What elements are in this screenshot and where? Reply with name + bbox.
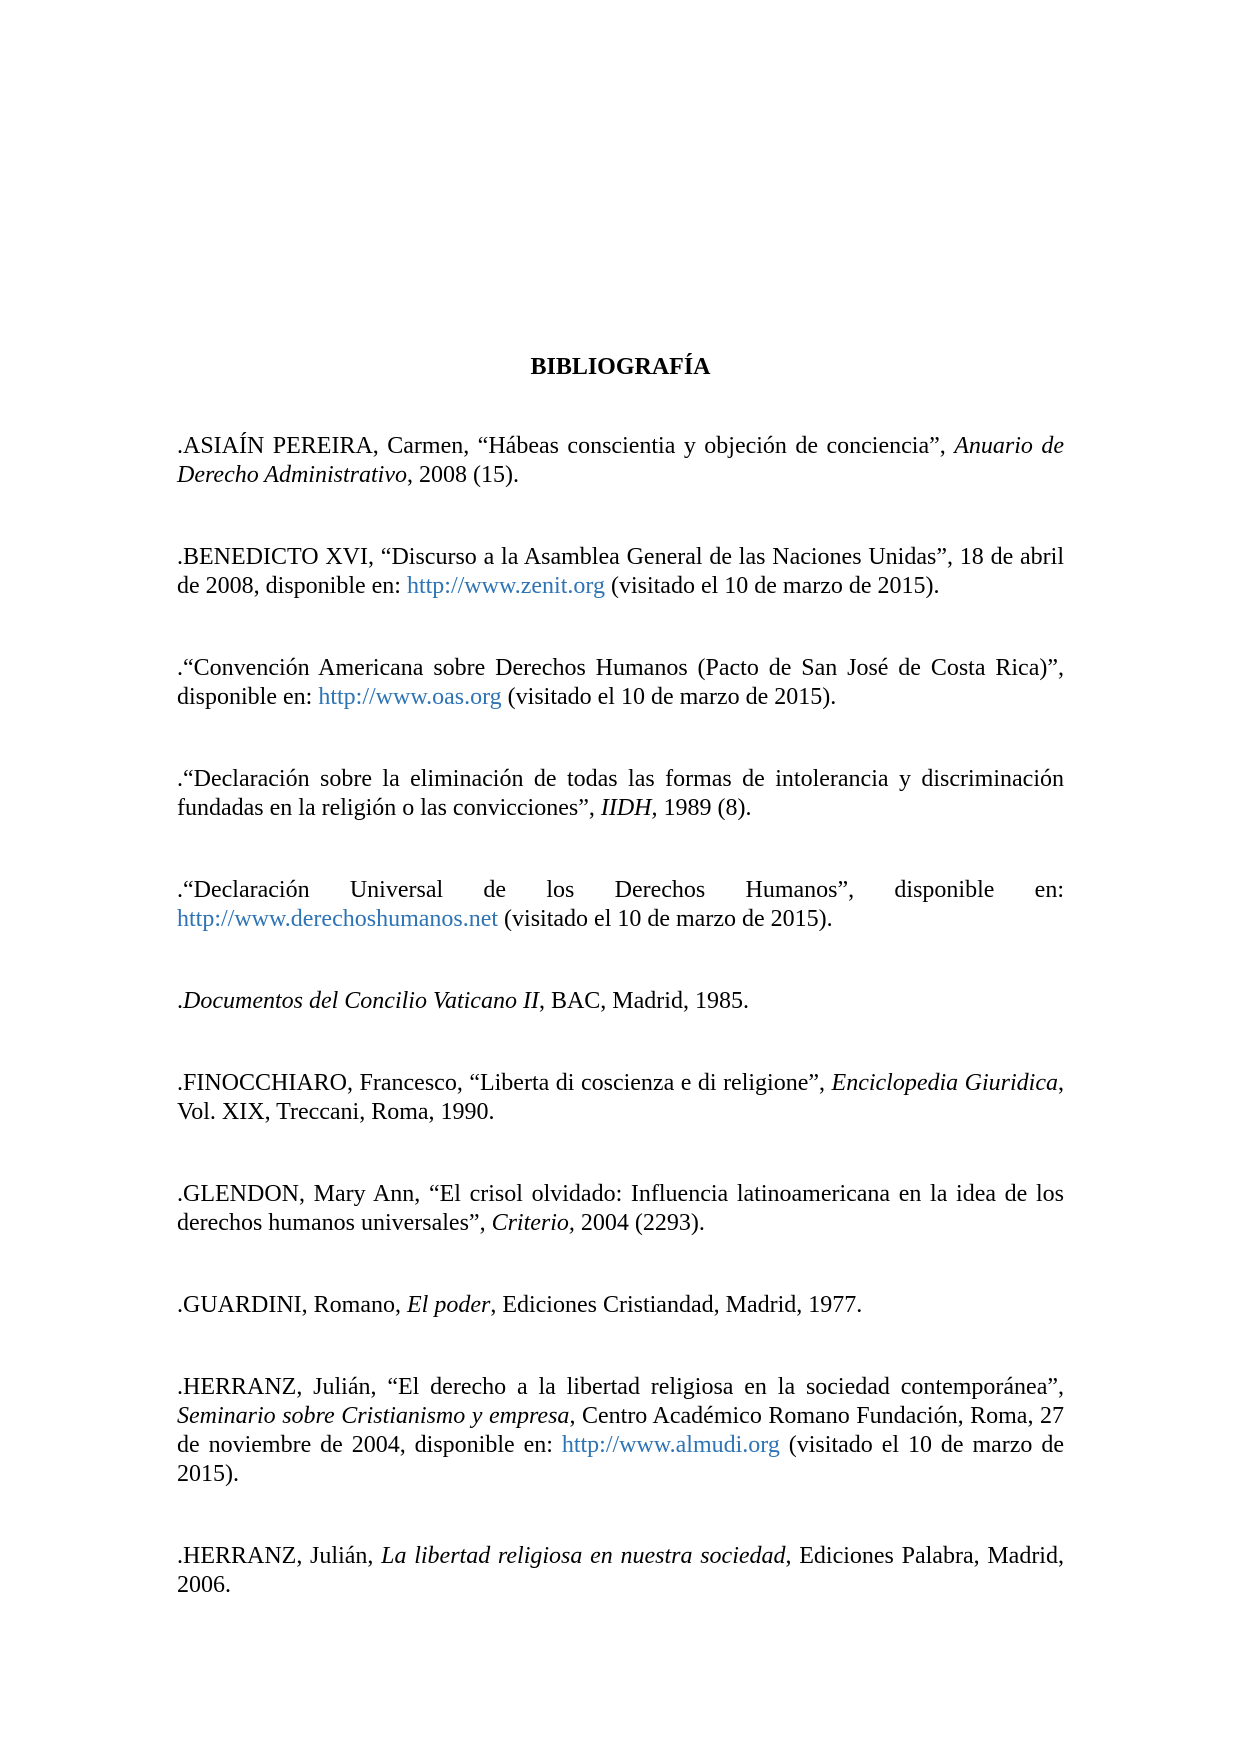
entry-text: (visitado el 10 de marzo de 2015). — [501, 684, 837, 710]
bibliography-entry-11 — [177, 1542, 1064, 1600]
entry-text: (visitado el 10 de marzo de 2015). — [498, 906, 833, 932]
bibliography-entry-10 — [177, 1373, 1064, 1489]
bibliography-entry-6 — [177, 987, 1064, 1016]
entry-italic-text: Anuario de Derecho Administrativo — [177, 433, 1064, 488]
entry-text: (visitado el 10 de marzo de 2015). — [177, 1432, 1064, 1487]
bibliography-entry-3 — [177, 654, 1064, 712]
bibliography-entry-9 — [177, 1291, 1064, 1320]
entry-italic-text: El poder — [406, 1292, 491, 1318]
entry-text: .BENEDICTO XVI, “Discurso a la Asamblea General de las Naciones Unidas”, 18 de abril de 2008, disponible en: — [177, 544, 1064, 599]
entry-italic-text: Documentos del Concilio Vaticano II — [183, 988, 539, 1014]
entry-italic-text: Criterio, — [491, 1210, 575, 1236]
bibliography-entry-8 — [177, 1180, 1064, 1238]
bibliography-list — [177, 432, 1064, 1653]
entry-text: .ASIAÍN PEREIRA, Carmen, “Hábeas conscientia y objeción de conciencia”, — [177, 433, 955, 459]
entry-italic-text: IIDH, — [600, 795, 658, 821]
entry-text: .HERRANZ, Julián, “El derecho a la libertad religiosa en la sociedad contemporánea”, — [177, 1374, 1064, 1400]
entry-text: .“Convención Americana sobre Derechos Humanos (Pacto de San José de Costa Rica)”, disponible en: — [177, 655, 1064, 710]
entry-link[interactable]: http://www.oas.org — [318, 684, 502, 710]
bibliography-entry-2 — [177, 543, 1064, 601]
bibliography-entry-4 — [177, 765, 1064, 823]
entry-text: .GLENDON, Mary Ann, “El crisol olvidado: Influencia latinoamericana en la idea de los derechos humanos universales”, — [177, 1181, 1064, 1236]
bibliography-entry-7 — [177, 1069, 1064, 1127]
entry-text: 2004 (2293). — [574, 1210, 705, 1236]
entry-link[interactable]: http://www.derechoshumanos.net — [177, 906, 499, 932]
entry-text: , BAC, Madrid, 1985. — [538, 988, 749, 1014]
entry-text: .“Declaración Universal de los Derechos Humanos”, disponible en: — [177, 877, 1064, 903]
entry-italic-text: Seminario sobre Cristianismo y empresa — [177, 1403, 570, 1429]
entry-text: 1989 (8). — [657, 795, 752, 821]
entry-link[interactable]: http://www.almudi.org — [561, 1432, 780, 1458]
entry-text: .HERRANZ, Julián, — [177, 1543, 382, 1569]
entry-text: .GUARDINI, Romano, — [177, 1292, 407, 1318]
page-title: BIBLIOGRAFÍA — [530, 354, 711, 380]
entry-text: , Centro Académico Romano Fundación, Roma, 27 de noviembre de 2004, disponible en: — [177, 1403, 1065, 1458]
entry-text: (visitado el 10 de marzo de 2015). — [604, 573, 940, 599]
bibliography-entry-5 — [177, 876, 1064, 934]
entry-italic-text: Enciclopedia Giuridica — [831, 1070, 1058, 1096]
entry-text: , Vol. XIX, Treccani, Roma, 1990. — [177, 1070, 1064, 1125]
bibliography-entry-1 — [177, 432, 1064, 490]
entry-text: .FINOCCHIARO, Francesco, “Liberta di coscienza e di religione”, — [177, 1070, 832, 1096]
entry-text: , Ediciones Cristiandad, Madrid, 1977. — [490, 1292, 863, 1318]
entry-text: , Ediciones Palabra, Madrid, 2006. — [177, 1543, 1064, 1598]
entry-text: . — [177, 988, 183, 1014]
entry-text: , 2008 (15). — [406, 462, 519, 488]
entry-link[interactable]: http://www.zenit.org — [406, 573, 605, 599]
entry-text: .“Declaración sobre la eliminación de todas las formas de intolerancia y discriminación fundadas en la religión o las convicciones”, — [177, 766, 1064, 821]
entry-italic-text: La libertad religiosa en nuestra sociedad — [381, 1543, 786, 1569]
